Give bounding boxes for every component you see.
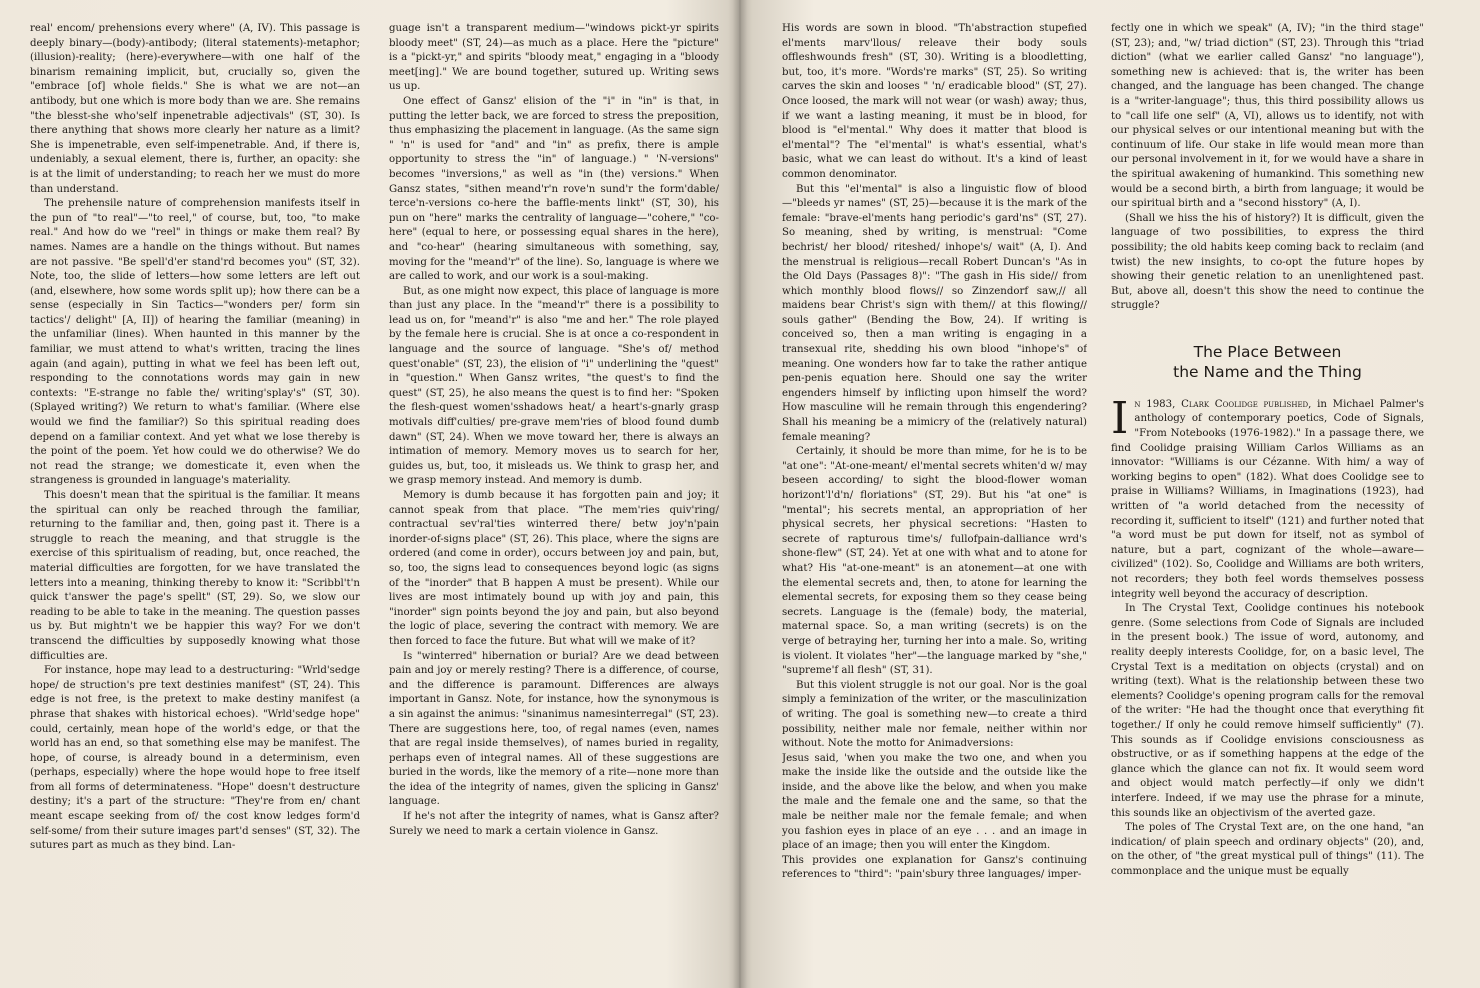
right-page-column-1 [782, 22, 1087, 962]
section-heading-line-1: The Place Between [1193, 342, 1342, 361]
left-page [30, 22, 730, 962]
paragraph: fectly one in which we speak" (A, IV); "in the third stage" (ST, 23); and, "w/ triad diction" (ST, 23). Through this "triad diction" (what we earlier called Gansz' "no language"), something new is achieved: that is, the writer has been changed, and the language has been changed. The change is a "writer-language"; thus, this third possibility allows us to "call life one self" (A, VI), allows us to identify, not with our physical selves or our intentional meaning but with the continuum of life. Our stake in life would mean more than our personal involvement in it, for we would have a share in the spiritual awakening of humankind. This something new would be a second birth, a birth from language; it would be our spiritual birth and a "second hisstory" (A, I). [1111, 23, 1424, 210]
paragraph: In The Crystal Text, Coolidge continues his notebook genre. (Some selections from Code of Signals are included in the present book.) The issue of word, autonomy, and reality deeply interests Coolidge, for, on a basic level, The Crystal Text is a meditation on objects (crystal) and on writing (text). What is the relationship between these two elements? Coolidge's opening program calls for the removal of the writer: "He had the thought once that everything fit together./ If only he could remove himself sufficiently" (7). This sounds as if Coolidge envisions consciousness as obstructive, or as if something happens at the edge of the glance which the glance can not fix. It would seem word and object would match perfectly—if only we didn't interfere. Indeed, if we may use the phrase for a minute, this sounds like an objectivism of the averted gaze. [1111, 603, 1424, 819]
paragraph: real' encom/ prehensions every where" (A, IV). This passage is deeply binary—(body)-antibody; (literal statements)-metaphor; (illusion)-reality; (here)-everywhere—with one half of the binarism remaining implicit, but, crucially so, given the "embrace [of] whole fields." She is what we are not—an antibody, but one which is more body than we are. She remains "the blesst-she who'self inpenetrable adjectivals" (ST, 30). Is there anything that shows more clearly her nature as a limit? She is impenetrable, even self-impenetrable. And, if there is, undeniably, a sexual element, there is, further, an opacity: she is at the limit of understanding; to reach her we must do more than understand. [30, 23, 360, 195]
book-gutter [728, 0, 752, 988]
left-page-column-1 [30, 22, 360, 962]
right-page-column-2 [1111, 22, 1424, 962]
block-quote: Jesus said, 'when you make the two one, and when you make the inside like the outside and the outside like the inside, and the above like the below, and when you make the male and the female one and the same, so that the male be neither male nor the female female; and when you fashion eyes in place of an eye . . . and an image in place of an image; then you will enter the Kingdom. [782, 752, 1087, 852]
paragraph: (Shall we hiss the his of history?) It is difficult, given the language of two possibilities, to express the third possibility; the old habits keep coming back to reclaim (and twist) the new insights, to co-opt the future hopes by showing their genetic relation to an unenlightened past. But, above all, doesn't this show the need to continue the struggle? [1111, 212, 1424, 312]
section-heading [1111, 342, 1424, 382]
paragraph: One effect of Gansz' elision of the "i" in "in" is that, in putting the letter back, we are forced to stress the preposition, thus emphasizing the placement in language. (As the same sign " 'n" is used for "and" and "in" as prefix, there is ample opportunity to stress the "in" of language.) " 'N-versions" becomes "inversions," as well as "in (the) versions." When Gansz states, "sithen meand'r'n rove'n sund'r the form'dable/ terce'n-versions co-here the baffle-ments linkt" (ST, 30), his pun on "here" marks the centrality of language—"cohere," "co-here" (equal to here, or possessing equal shares in the here), and "co-hear" (hearing simultaneous with something, say, moving for the "meand'r" of the line). So, language is where we are called to work, and our work is a soul-making. [389, 95, 719, 283]
paragraph: This doesn't mean that the spiritual is the familiar. It means the spiritual can only be reached through the familiar, returning to the familiar and, then, going past it. There is a struggle to reach the meaning, and that struggle is the exercise of this spiritualism of reading, but, once reached, the material difficulties are forgotten, for we have translated the letters into a meaning, thinking thereby to know it: "Scribbl't'n quick t'answer the page's spellt" (ST, 29). So, we slow our reading to be able to take in the meaning. The question passes us by. But mightn't we be happier this way? For we don't transcend the difficulties by supposedly knowing what those difficulties are. [30, 490, 360, 662]
paragraph: The prehensile nature of comprehension manifests itself in the pun of "to real"—"to reel," of course, but, too, "to make real." And how do we "reel" in things or make them real? By names. Names are a handle on the things without. But names are not passive. "Be spell'd'er stand'rd becomes you" (ST, 32). Note, too, the slide of letters—how some letters are left out (and, elsewhere, how some words split up); how there can be a sense (especially in Sin Tactics—"wonders per/ form sin tactics'/ delight" [A, II]) of hearing the familiar (meaning) in the unfamiliar (lines). When haunted in this manner by the familiar, we must attend to what's written, tracing the lines again (and again), putting in what we feel has been left out, responding to the connotations words may gain in new contexts: "E-strange no fable the/ writing'splay's" (ST, 30). (Splayed writing?) We return to what's familiar. (Where else would we find the familiar?) So this spiritual reading does depend on a familiar context. And yet what we lose thereby is the point of the poem. Yet how could we do otherwise? We do not read the strange; we domesticate it, even when the strangeness is grounded in language's materiality. [30, 198, 360, 487]
paragraph: This provides one explanation for Gansz's continuing references to "third": "pain'sbury three languages/ imper- [782, 854, 1087, 881]
paragraph: But, as one might now expect, this place of language is more than just any place. In the "meand'r" there is a possibility to lead us on, for "meand'r" is also "me and her." The role played by the female here is crucial. She is at once a co-respondent in language and the source of language. "She's of/ method quest'onable" (ST, 23), the elision of "i" underlining the "quest" in "question." When Gansz writes, "the quest's to find the quest" (ST, 25), he also means the quest is to find her: "Spoken the flesh-quest women'sshadows heat/ a heart's-gnarly grasp motivals diff'culties/ pre-grave mem'ries of blood found dumb dawn" (ST, 24). When we move toward her, there is always an intimation of memory. Memory moves us to search for her, guides us, but, too, it misleads us. We think to grasp her, and we grasp memory instead. And memory is dumb. [389, 285, 719, 487]
paragraph: The poles of The Crystal Text are, on the one hand, "an indication/ of plain speech and ordinary objects" (20), and, on the other, of "the great mystical pull of things" (11). The commonplace and the unique must be equally [1111, 822, 1424, 877]
opening-smallcaps: n 1983, Clark Coolidge published, [1134, 398, 1312, 410]
left-page-column-2 [389, 22, 719, 962]
right-page [780, 22, 1460, 962]
drop-cap: I [1111, 392, 1129, 444]
paragraph: Certainly, it should be more than mime, for he is to be "at one": "At-one-meant/ el'mental secrets whiten'd w/ may beseen according/ to sight the blood-flower woman horizont'l'd'n/ floriations" (ST, 29). But his "at one" is "mental"; his secrets mental, an appropriation of her physical secrets, her physical secretions: "Hasten to secrete of rapturous time's/ fullofpain-dalliance wrd's shone-flew" (ST, 24). Yet at one with what and to atone for what? His "at-one-meant" is an atonement—at one with the elemental secrets and, then, to atone for learning the elemental secrets, for exposing them so they cease being secrets. Language is the (female) body, the material, maternal space. So, a man writing (secrets) is on the verge of betraying her, turning her into a male. So, writing is violent. It violates "her"—the language marked by "she," "supreme'f all flesh" (ST, 31). [782, 446, 1087, 677]
paragraph: His words are sown in blood. "Th'abstraction stupefied el'ments marv'llous/ releave their body souls offleshwounds fresh" (ST, 30). Writing is a bloodletting, but, too, it's more. "Words're marks" (ST, 25). So writing carves the skin and looses " 'n/ eradicable blood" (ST, 27). Once loosed, the mark will not wear (or wash) away; thus, if we want a lasting meaning, it must be in blood, for blood is "el'mental." Why does it matter that blood is el'mental"? The "el'mental" is what's essential, what's basic, what we can least do without. It's a kind of least common denominator. [782, 23, 1087, 180]
opening-text: in Michael Palmer's anthology of contemporary poetics, Code of Signals, "From Notebooks (1976-1982)." In a passage there, we find Coolidge praising William Carlos Williams as an innovator: "Williams is our Cézanne. With him/ a way of working begins to open" (182). What does Coolidge see to praise in Williams? Williams, in Imaginations (1923), had written of "a world detached from the necessity of recording it, sufficient to itself" (121) and further noted that "a word must be put down for itself, not as symbol of nature, but a part, cognizant of the whole—aware—civilized" (102). So, Coolidge and Williams are both writers, not recorders; they both feel words themselves possess integrity well beyond the accuracy of description. [1111, 398, 1424, 600]
paragraph: If he's not after the integrity of names, what is Gansz after? Surely we need to mark a certain violence in Gansz. [389, 811, 719, 837]
paragraph: For instance, hope may lead to a destructuring: "Wrld'sedge hope/ de struction's pre text destinies manifest" (ST, 24). This edge is not free, is the pretext to make destiny manifest (a phrase that shakes with historical echoes). "Wrld'sedge hope" could, certainly, mean hope of the world's edge, or that the world has an end, so that something else may be manifest. The hope, of course, is already bound in a determinism, even (perhaps, especially) where the hope would hope to free itself from all forms of determinateness. "Hope" doesn't destructure destiny; it's a part of the structure: "They're from en/ chant meant escape seeking from of/ the cost know ledges form'd self-some/ from their suture images part'd senses" (ST, 32). The sutures part as much as they bind. Lan- [30, 665, 360, 852]
paragraph: Is "winterred" hibernation or burial? Are we dead between pain and joy or merely resting? There is a difference, of course, and the difference is paramount. Differences are always important in Gansz. Note, for instance, how the synonymous is a sin against the animus: "sinanimus namesinterregal" (ST, 23). There are suggestions here, too, of regal names (even, names that are regal inside themselves), of names buried in regality, perhaps even of integral names. All of these suggestions are buried in the words, like the memory of a rite—none more than the idea of the integrity of names, given the splicing in Gansz' language. [389, 650, 719, 808]
paragraph: But this violent struggle is not our goal. Nor is the goal simply a feminization of the writer, or the masculinization of writing. The goal is something new—to create a third possibility, neither male nor female, neither within nor without. Note the motto for Animadversions: [782, 679, 1087, 750]
paragraph: guage isn't a transparent medium—"windows pickt-yr spirits bloody meet" (ST, 24)—as much as a place. Here the "picture" is a "pickt-yr," and spirits "bloody meat," engaging in a "bloody meet[ing]." We are bound together, sutured up. Writing sews us up. [389, 23, 719, 93]
section-opening-paragraph [1111, 392, 1424, 602]
paragraph: But this "el'mental" is also a linguistic flow of blood—"bleeds yr names" (ST, 25)—because it is the mark of the female: "brave-el'ments hang periodic's gard'ns" (ST, 27). So meaning, shed by writing, is menstrual: "Come bechrist/ her blood/ riteshed/ inhope's/ wait" (A, I). And the menstrual is religious—recall Robert Duncan's "As in the Old Days (Passages 8)": "The gash in His side// from which monthly blood flows// so Zinzendorf saw,// all maidens bear Christ's sign with them// at this flowing// souls gather" (Bending the Bow, 24). If writing is conceived so, then a man writing is engaging in a transexual rite, shedding his own blood "inhope's" of meaning. One wonders how far to take the rather antique pen-penis equation here. Should one say the writer engenders himself by inflicting upon himself the word? How masculine will he remain through this engendering? Shall his meaning be a mimicry of the (relatively natural) female meaning? [782, 183, 1087, 443]
paragraph: Memory is dumb because it has forgotten pain and joy; it cannot speak from that place. "The mem'ries quiv'ring/ contractual sev'ral'ties winterred there/ betw joy'n'pain inorder-of-signs place" (ST, 26). This place, where the signs are ordered (and come in order), occurs between joy and pain, but, so, too, the signs lead to consequences beyond logic (as signs of the "inorder" that B happen A must be present). While our lives are most intimately bound up with joy and pain, this "inorder" sign points beyond the joy and pain, but also beyond the logic of place, severing the contract with memory. We are then forced to face the future. But what will we make of it? [389, 490, 719, 647]
section-heading-line-2: the Name and the Thing [1173, 362, 1362, 381]
